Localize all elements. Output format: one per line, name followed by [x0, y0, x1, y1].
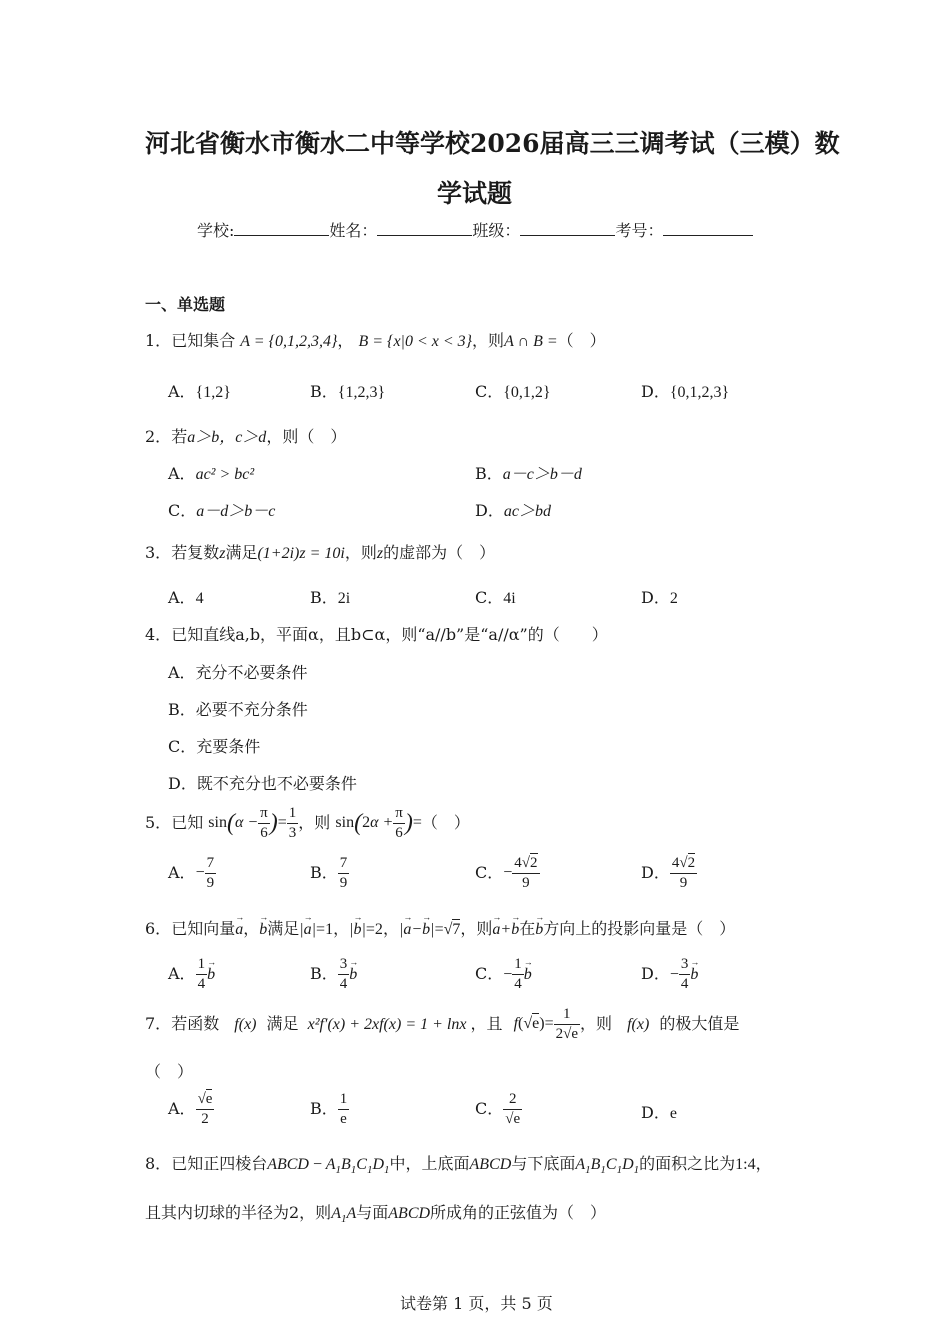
function-f: f(x): [627, 1016, 650, 1033]
equation-1: sin(α − $\frac{\pi}{6}$ )= $\frac{1}{3}$: [208, 805, 297, 841]
option-value: e: [669, 1105, 677, 1122]
question-text: ，则: [460, 919, 493, 938]
equation: (1+2i)z = 10i: [257, 545, 345, 562]
option-label: B．: [310, 863, 338, 882]
question-text: ，则: [580, 1014, 613, 1033]
option-value: $\frac{7}{9}$: [339, 855, 348, 891]
question-4: [145, 622, 608, 645]
question-text: 满足: [225, 543, 258, 562]
option-value: {1,2,3}: [337, 384, 386, 401]
question-text: 所成角的正弦值为（ ）: [430, 1203, 607, 1222]
question-7: [145, 1007, 739, 1042]
option-label: D．: [641, 863, 670, 882]
q1-option-d[interactable]: [641, 379, 729, 402]
question-text: 且其内切球的半径为2，则: [145, 1203, 332, 1222]
question-text: 已知集合: [171, 331, 236, 350]
option-value: $\frac{1}{e}$: [339, 1091, 348, 1127]
question-8-line2: [145, 1200, 606, 1225]
q1-option-b[interactable]: [310, 379, 385, 402]
option-value: ac² > bc²: [195, 466, 255, 483]
name-blank[interactable]: [377, 221, 472, 236]
question-text: 与下底面: [511, 1154, 576, 1173]
question-text: 的虚部为（ ）: [383, 543, 496, 562]
question-number: 7．: [145, 1014, 172, 1033]
question-text: 方向上的投影向量是（ ）: [543, 919, 736, 938]
question-text: 满足: [266, 1014, 299, 1033]
option-value: {1,2}: [195, 384, 231, 401]
question-2: [145, 424, 346, 447]
question-text: 已知正四棱台: [171, 1154, 268, 1173]
question-text: 的极大值是: [659, 1014, 740, 1033]
option-label: A．: [168, 464, 196, 483]
question-text: ，: [755, 1154, 772, 1173]
question-text: 已知: [171, 813, 204, 832]
option-value: a－d＞b－c: [196, 503, 276, 520]
option-value: $\frac{3}{4}$: [680, 956, 689, 992]
option-value: − $\frac{4√2}{9}$: [503, 855, 538, 891]
question-5: [145, 806, 470, 841]
option-label: B．: [475, 464, 503, 483]
q2-option-a[interactable]: [168, 461, 254, 484]
exam-no-label: 考号：: [615, 221, 664, 240]
q6-option-b[interactable]: B． $\frac{3}{4}$ → b: [310, 957, 357, 992]
question-text: 满足: [267, 919, 300, 938]
option-label: A．: [168, 382, 196, 401]
set-a: A = {0,1,2,3,4}: [240, 333, 338, 350]
condition-1: |→ a|=1: [299, 921, 333, 938]
function-f: f(x): [234, 1016, 257, 1033]
option-value: 2: [669, 590, 678, 607]
question-number: 6．: [145, 919, 172, 938]
q7-option-c[interactable]: [475, 1092, 522, 1127]
option-label: B．: [310, 588, 338, 607]
question-text: ，则: [472, 331, 505, 350]
q5-option-d[interactable]: [641, 856, 697, 891]
question-6: 6．已知向量→ a，→ b满足|→ a|=1，|→ b|=2，|→ a−→ b|=√7，则→ a+→ b在→ b方向上的投影向量是（ ）: [145, 916, 735, 939]
frustum-name: ABCD − $A_1B_1C_1D_1$: [267, 1156, 390, 1177]
question-number: 3．: [145, 543, 172, 562]
question-text: ，则（ ）: [266, 427, 347, 446]
question-number: 5．: [145, 813, 172, 832]
option-label: A．: [168, 863, 196, 882]
option-label: D．: [641, 588, 670, 607]
option-label: A．: [168, 1099, 196, 1118]
q2-option-d[interactable]: [475, 498, 551, 521]
condition-3: |→ a−→ b|=√7: [399, 921, 460, 938]
option-value: 4: [195, 590, 204, 607]
question-text: 已知直线a,b，平面α，且b⊂α，则“a//b”是“a//α”的（ ）: [171, 625, 608, 644]
q1-option-c[interactable]: [475, 379, 551, 402]
condition-2: |→ b|=2: [349, 921, 383, 938]
question-number: 2．: [145, 427, 172, 446]
variable-z: z: [219, 545, 226, 562]
q1-option-a[interactable]: [168, 379, 231, 402]
set-b: B = {x|0 < x < 3}: [358, 333, 473, 350]
question-text: 与面: [356, 1203, 389, 1222]
option-label: A．: [168, 588, 196, 607]
q4-option-d[interactable]: D．既不充分也不必要条件: [168, 774, 357, 793]
q3-option-d[interactable]: [641, 585, 678, 608]
page-title-line2: 学试题: [437, 179, 513, 208]
question-7-paren: （ ）: [145, 1062, 194, 1081]
school-label: 学校:: [197, 221, 235, 240]
option-value: a－c＞b－d: [502, 466, 582, 483]
option-label: D．: [641, 964, 670, 983]
q4-option-c[interactable]: C．充要条件: [168, 737, 261, 756]
option-label: C．: [168, 501, 197, 520]
q3-option-a[interactable]: [168, 585, 204, 608]
edge-a1a: $A_1A$: [331, 1205, 357, 1226]
option-label: C．: [475, 863, 504, 882]
question-text: ，则: [344, 543, 377, 562]
option-label: B．: [310, 1099, 338, 1118]
option-value: {0,1,2,3}: [669, 384, 730, 401]
option-value: 2i: [337, 590, 351, 607]
class-label: 班级：: [472, 221, 521, 240]
q4-option-a[interactable]: A．充分不必要条件: [168, 663, 308, 682]
equation: x²f′(x) + 2xf(x) = 1 + lnx: [307, 1016, 467, 1033]
question-number: 4．: [145, 625, 172, 644]
name-label: 姓名：: [329, 221, 378, 240]
option-value: $\frac{√e}{2}$: [197, 1091, 213, 1127]
question-8-line1: [145, 1151, 772, 1176]
question-text: 若: [171, 427, 188, 446]
upper-face: ABCD: [469, 1156, 512, 1173]
option-value: $\frac{3}{4}$: [339, 956, 348, 992]
intersection-expr: A ∩ B =: [504, 333, 558, 350]
q3-option-c[interactable]: [475, 585, 516, 608]
separator: ，: [337, 331, 354, 350]
option-label: A．: [168, 964, 196, 983]
page-title-line1: 河北省衡水市衡水二中等学校2026届高三三调考试（三模）数: [145, 129, 840, 158]
condition: a＞b，c＞d: [187, 429, 267, 446]
option-label: D．: [475, 501, 504, 520]
question-text: 已知向量: [171, 919, 236, 938]
option-value: $\frac{1}{4}$: [197, 956, 206, 992]
option-label: B．: [310, 382, 338, 401]
student-info-line: [197, 218, 753, 241]
question-number: 1．: [145, 331, 172, 350]
option-label: C．: [475, 382, 504, 401]
option-value: ac＞bd: [503, 503, 551, 520]
question-text: 的面积之比为: [639, 1154, 736, 1173]
q6-option-a[interactable]: A． $\frac{1}{4}$ → b: [168, 957, 215, 992]
answer-paren: （ ）: [557, 331, 606, 350]
page-footer: 试卷第 1 页，共 5 页: [400, 1294, 553, 1313]
area-ratio: 1:4: [735, 1156, 756, 1173]
q6-option-d[interactable]: D．− $\frac{3}{4}$ → b: [641, 957, 698, 992]
option-label: C．: [475, 1099, 504, 1118]
q2-option-b[interactable]: [475, 461, 582, 484]
q7-option-a[interactable]: [168, 1092, 214, 1127]
answer-paren: （ ）: [421, 813, 470, 832]
option-value: 4i: [503, 590, 516, 607]
option-value: − $\frac{7}{9}$: [195, 855, 215, 891]
face-abcd: ABCD: [388, 1205, 431, 1222]
option-label: B．: [310, 964, 338, 983]
question-text: 在: [519, 919, 536, 938]
q5-option-c[interactable]: [475, 856, 540, 891]
option-label: D．: [641, 1103, 670, 1122]
exam-no-blank[interactable]: [663, 221, 753, 236]
section-heading: 一、单选题: [145, 295, 226, 314]
q2-option-c[interactable]: [168, 498, 275, 521]
question-text: 若函数: [171, 1014, 220, 1033]
option-value: $\frac{2}{√e}$: [505, 1091, 521, 1127]
option-value: $\frac{1}{4}$: [514, 956, 522, 992]
question-number: 8．: [145, 1154, 172, 1173]
q6-option-c[interactable]: C．− $\frac{1}{4}$ → b: [475, 957, 532, 992]
school-blank[interactable]: [234, 221, 329, 236]
condition: f(√e)= $\frac{1}{2√e}$: [513, 1006, 578, 1042]
question-text: 中，上底面: [389, 1154, 470, 1173]
q3-option-b[interactable]: [310, 585, 350, 608]
option-value: {0,1,2}: [503, 384, 551, 401]
option-label: C．: [475, 964, 504, 983]
q7-option-d[interactable]: [641, 1100, 677, 1123]
equation-2: sin(2α + $\frac{\pi}{6}$ )=: [335, 805, 422, 841]
class-blank[interactable]: [520, 221, 615, 236]
q5-option-a[interactable]: [168, 856, 216, 891]
q4-option-b[interactable]: B．必要不充分条件: [168, 700, 308, 719]
option-label: D．: [641, 382, 670, 401]
question-3: [145, 540, 495, 563]
variable-z: z: [376, 545, 384, 562]
q5-option-b[interactable]: [310, 856, 349, 891]
lower-face: $A_1B_1C_1D_1$: [575, 1156, 640, 1177]
question-text: ，则: [298, 813, 331, 832]
question-text: ，且: [470, 1014, 503, 1033]
option-label: C．: [475, 588, 504, 607]
q7-option-b[interactable]: [310, 1092, 349, 1127]
question-1: [145, 328, 606, 351]
question-text: 若复数: [171, 543, 220, 562]
option-value: $\frac{4√2}{9}$: [671, 855, 696, 891]
